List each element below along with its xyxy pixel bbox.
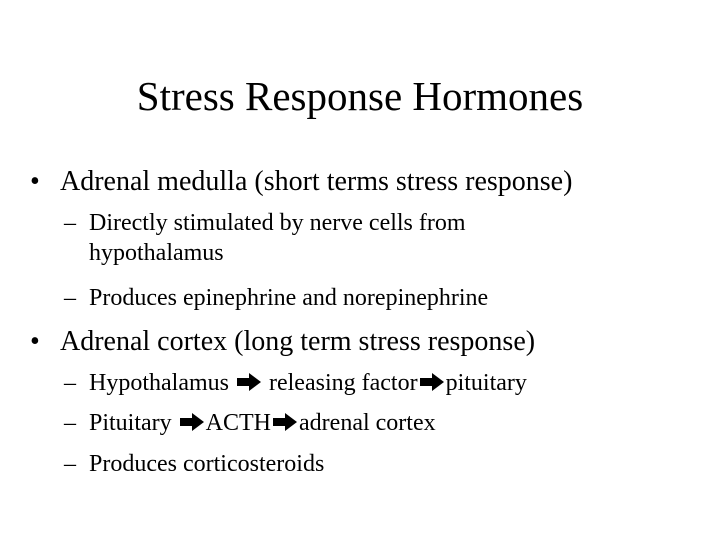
heavy-right-arrow-icon (235, 372, 263, 392)
bullet-text: Adrenal cortex (long term stress response) (60, 326, 536, 357)
heavy-right-arrow-icon (418, 372, 446, 392)
heavy-right-arrow-icon (271, 412, 299, 432)
slide-title: Stress Response Hormones (136, 73, 584, 119)
pathway-step-pituitary: pituitary (445, 370, 527, 396)
dash-glyph: – (64, 210, 76, 236)
dash-glyph: – (64, 370, 76, 396)
pathway-step-adrenal-cortex: adrenal cortex (299, 410, 436, 436)
sub-bullet-text-line2: hypothalamus (89, 240, 224, 266)
dash-glyph: – (64, 285, 76, 311)
pathway-step-acth: ACTH (205, 410, 272, 436)
dash-glyph: – (64, 410, 76, 436)
pathway-step-pituitary: Pituitary (89, 410, 178, 436)
sub-bullet-text: Produces epinephrine and norepinephrine (89, 285, 489, 311)
bullet-text: Adrenal medulla (short terms stress response) (60, 166, 573, 197)
pathway-step-hypothalamus: Hypothalamus (89, 370, 235, 396)
sub-bullet-text-line1: Directly stimulated by nerve cells from (89, 210, 466, 236)
dash-glyph: – (64, 451, 76, 477)
pathway-step-releasing-factor: releasing factor (262, 370, 418, 396)
bullet-glyph: • (30, 326, 40, 357)
bullet-glyph: • (30, 166, 40, 197)
heavy-right-arrow-icon (178, 412, 206, 432)
sub-bullet-text: Produces corticosteroids (89, 451, 325, 477)
